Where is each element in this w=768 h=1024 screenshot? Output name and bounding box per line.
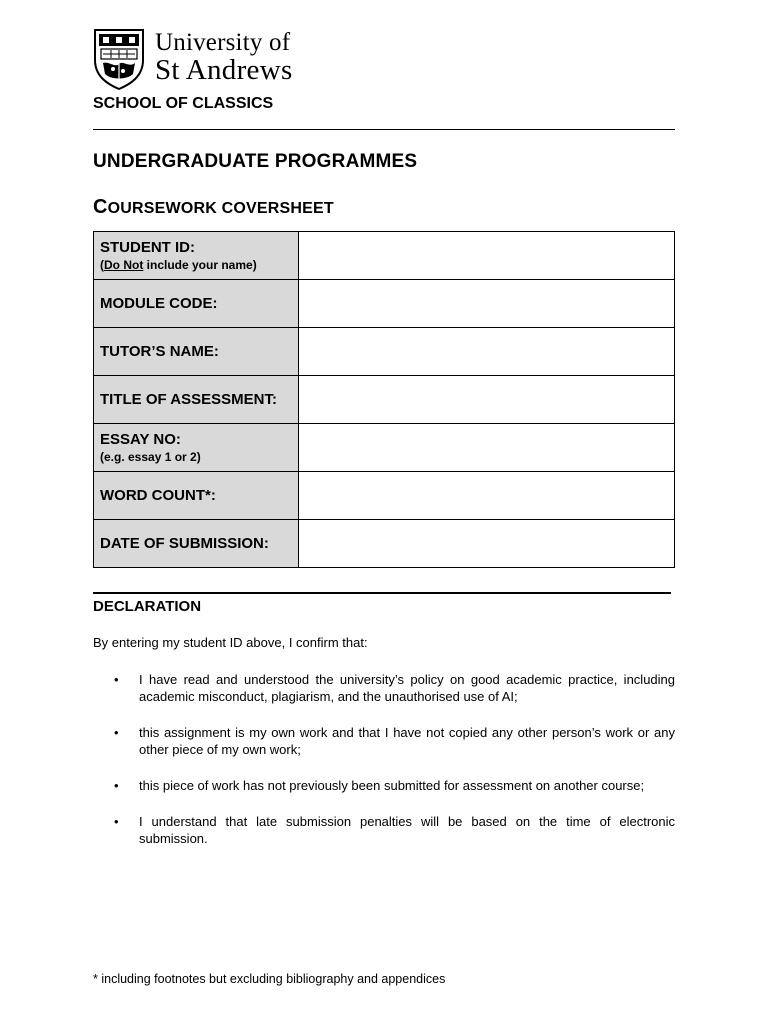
student-id-field[interactable] bbox=[299, 232, 675, 280]
form-row-module-code bbox=[94, 280, 675, 328]
section-divider bbox=[93, 592, 671, 594]
school-name: SCHOOL OF CLASSICS bbox=[93, 95, 274, 112]
list-item bbox=[93, 777, 675, 794]
declaration-heading: DECLARATION bbox=[93, 598, 202, 615]
list-item bbox=[93, 671, 675, 705]
module-code-label: MODULE CODE: bbox=[94, 280, 299, 328]
date-of-submission-label: DATE OF SUBMISSION: bbox=[94, 520, 299, 568]
document-page bbox=[93, 28, 675, 866]
word-count-label: WORD COUNT*: bbox=[94, 472, 299, 520]
form-row-date-of-submission bbox=[94, 520, 675, 568]
title-of-assessment-field[interactable] bbox=[299, 376, 675, 424]
list-item-text: this assignment is my own work and that I have not copied any other person’s work or any other piece of my own work; bbox=[139, 725, 675, 757]
essay-no-field[interactable] bbox=[299, 424, 675, 472]
form-row-word-count bbox=[94, 472, 675, 520]
student-id-label-cell bbox=[94, 232, 299, 280]
declaration-intro: By entering my student ID above, I confirm that: bbox=[93, 635, 368, 650]
word-count-field[interactable] bbox=[299, 472, 675, 520]
coversheet-form-table bbox=[93, 231, 675, 568]
list-item-text: I understand that late submission penalties will be based on the time of electronic submission. bbox=[139, 814, 675, 846]
form-row-tutor-name bbox=[94, 328, 675, 376]
student-id-note bbox=[100, 258, 292, 272]
university-logo bbox=[93, 28, 675, 92]
university-crest-icon bbox=[93, 28, 145, 90]
university-name-line2: St Andrews bbox=[155, 54, 293, 86]
declaration-list bbox=[93, 671, 675, 847]
university-name-line1: University of bbox=[155, 29, 291, 56]
bullet-icon: • bbox=[114, 672, 119, 687]
title-of-assessment-label: TITLE OF ASSESSMENT: bbox=[94, 376, 299, 424]
tutor-name-field[interactable] bbox=[299, 328, 675, 376]
list-item-text: I have read and understood the university’s policy on good academic practice, including academic misconduct, plagiarism, and the unauthorised use of AI; bbox=[139, 672, 675, 704]
tutor-name-label: TUTOR’S NAME: bbox=[94, 328, 299, 376]
bullet-icon: • bbox=[114, 814, 119, 829]
bullet-icon: • bbox=[114, 725, 119, 740]
footnote: * including footnotes but excluding bibliography and appendices bbox=[93, 972, 446, 986]
header-divider bbox=[93, 129, 675, 130]
page-subtitle bbox=[93, 196, 675, 219]
module-code-field[interactable] bbox=[299, 280, 675, 328]
bullet-icon: • bbox=[114, 778, 119, 793]
essay-no-note: (e.g. essay 1 or 2) bbox=[100, 450, 201, 464]
student-id-label: STUDENT ID: bbox=[100, 239, 195, 256]
essay-no-label: ESSAY NO: bbox=[100, 431, 181, 448]
form-row-essay-no bbox=[94, 424, 675, 472]
date-of-submission-field[interactable] bbox=[299, 520, 675, 568]
subtitle-rest: OURSEWORK COVERSHEET bbox=[107, 200, 334, 217]
subtitle-initial: C bbox=[93, 196, 108, 218]
note-open-paren: ( bbox=[100, 258, 104, 272]
page-title: UNDERGRADUATE PROGRAMMES bbox=[93, 151, 418, 172]
list-item bbox=[93, 724, 675, 758]
list-item-text: this piece of work has not previously been submitted for assessment on another course; bbox=[139, 778, 645, 793]
form-row-title-of-assessment bbox=[94, 376, 675, 424]
form-row-student-id bbox=[94, 232, 675, 280]
note-rest: include your name) bbox=[143, 258, 257, 272]
essay-no-label-cell bbox=[94, 424, 299, 472]
note-do-not: Do Not bbox=[104, 258, 144, 272]
list-item bbox=[93, 813, 675, 847]
university-name bbox=[155, 28, 293, 85]
